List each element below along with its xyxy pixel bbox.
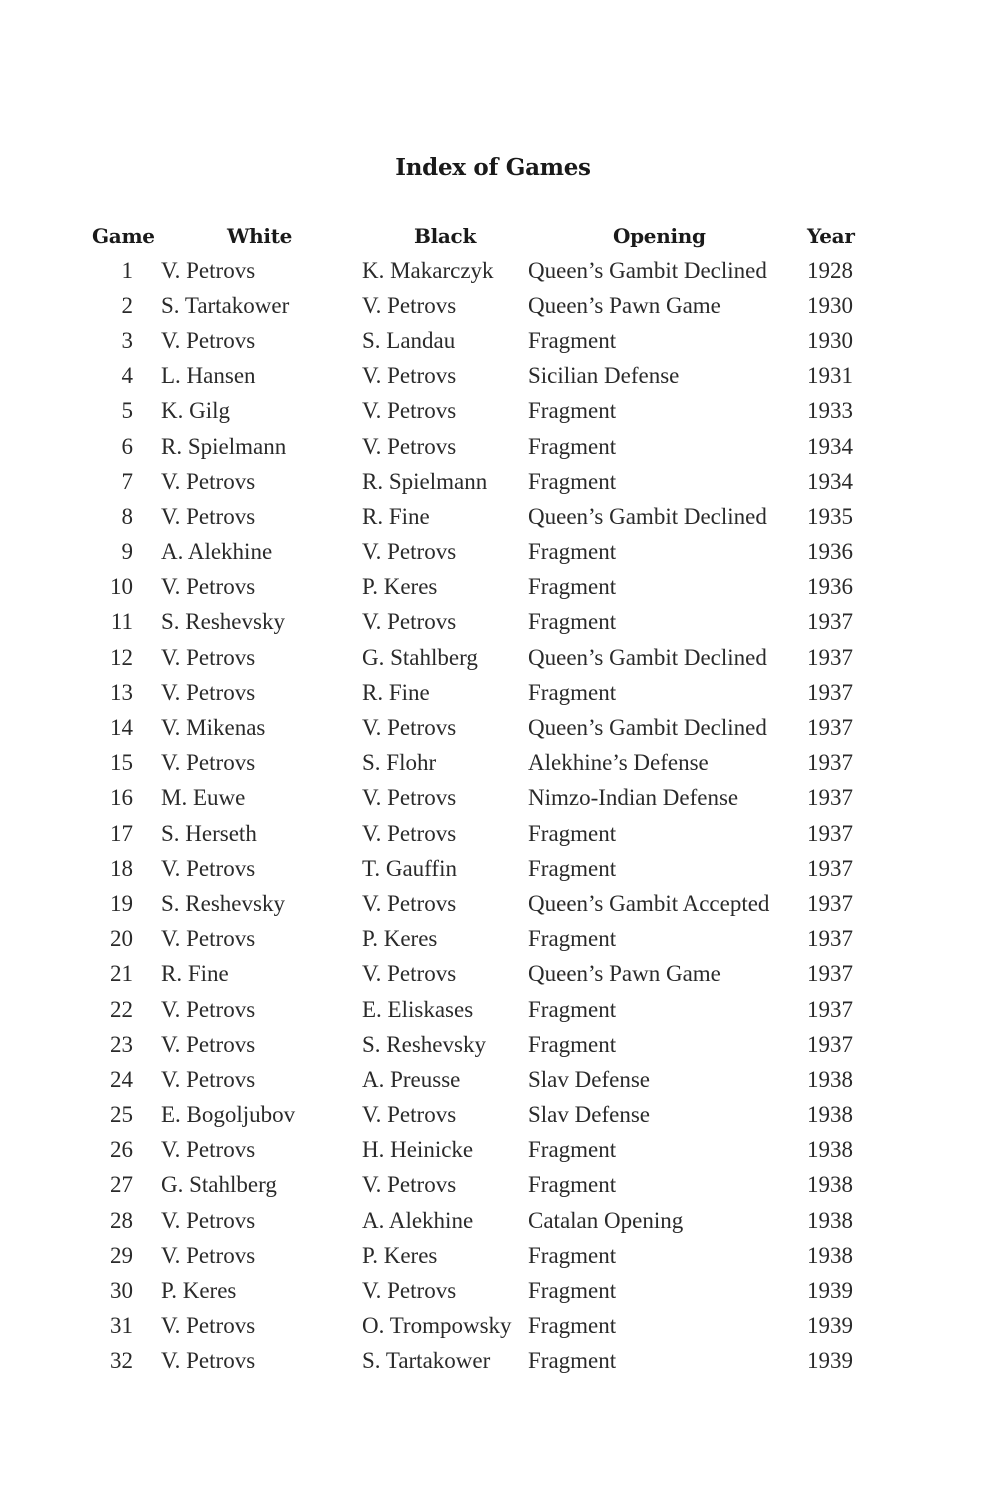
cell-game: 26 bbox=[110, 1137, 133, 1163]
column-header-year: Year bbox=[807, 223, 855, 248]
cell-black: A. Preusse bbox=[362, 1066, 461, 1092]
cell-game: 31 bbox=[110, 1313, 133, 1339]
cell-year: 1938 bbox=[807, 1207, 853, 1233]
cell-game: 18 bbox=[110, 855, 133, 881]
cell-game: 4 bbox=[121, 363, 133, 389]
table-row bbox=[0, 886, 1000, 921]
cell-opening: Catalan Opening bbox=[528, 1207, 684, 1233]
table-row bbox=[0, 535, 1000, 570]
cell-game: 1 bbox=[121, 257, 133, 283]
cell-white: K. Gilg bbox=[161, 398, 230, 424]
cell-black: T. Gauffin bbox=[362, 855, 457, 881]
cell-opening: Queen’s Pawn Game bbox=[528, 292, 721, 318]
cell-year: 1937 bbox=[807, 715, 853, 741]
cell-game: 21 bbox=[110, 961, 133, 987]
cell-white: V. Petrovs bbox=[161, 926, 256, 952]
cell-year: 1934 bbox=[807, 468, 853, 494]
cell-black: H. Heinicke bbox=[362, 1137, 474, 1163]
table-row bbox=[0, 464, 1000, 499]
cell-game: 8 bbox=[121, 503, 133, 529]
cell-black: V. Petrovs bbox=[362, 820, 457, 846]
cell-black: V. Petrovs bbox=[362, 433, 457, 459]
cell-black: V. Petrovs bbox=[362, 1172, 457, 1198]
cell-year: 1938 bbox=[807, 1137, 853, 1163]
cell-game: 14 bbox=[110, 715, 133, 741]
cell-game: 5 bbox=[121, 398, 133, 424]
cell-year: 1937 bbox=[807, 644, 853, 670]
cell-year: 1937 bbox=[807, 926, 853, 952]
cell-opening: Fragment bbox=[528, 327, 617, 353]
cell-opening: Sicilian Defense bbox=[528, 363, 680, 389]
cell-white: V. Petrovs bbox=[161, 996, 256, 1022]
cell-black: S. Landau bbox=[362, 327, 456, 353]
cell-black: E. Eliskases bbox=[362, 996, 474, 1022]
cell-white: V. Petrovs bbox=[161, 1137, 256, 1163]
cell-white: V. Petrovs bbox=[161, 679, 256, 705]
cell-game: 9 bbox=[121, 539, 133, 565]
table-row bbox=[0, 605, 1000, 640]
cell-game: 23 bbox=[110, 1031, 133, 1057]
cell-game: 28 bbox=[110, 1207, 133, 1233]
table-row bbox=[0, 1027, 1000, 1062]
cell-white: V. Mikenas bbox=[161, 715, 266, 741]
cell-black: S. Reshevsky bbox=[362, 1031, 486, 1057]
cell-opening: Queen’s Gambit Accepted bbox=[528, 890, 770, 916]
cell-white: V. Petrovs bbox=[161, 327, 256, 353]
cell-black: S. Flohr bbox=[362, 750, 437, 776]
cell-white: S. Tartakower bbox=[161, 292, 290, 318]
cell-year: 1937 bbox=[807, 679, 853, 705]
cell-opening: Fragment bbox=[528, 468, 617, 494]
cell-year: 1928 bbox=[807, 257, 853, 283]
cell-year: 1930 bbox=[807, 292, 853, 318]
cell-black: A. Alekhine bbox=[362, 1207, 474, 1233]
cell-white: V. Petrovs bbox=[161, 855, 256, 881]
cell-year: 1938 bbox=[807, 1102, 853, 1128]
cell-year: 1936 bbox=[807, 574, 853, 600]
cell-black: V. Petrovs bbox=[362, 890, 457, 916]
cell-opening: Fragment bbox=[528, 539, 617, 565]
cell-year: 1939 bbox=[807, 1348, 853, 1374]
cell-opening: Fragment bbox=[528, 926, 617, 952]
cell-year: 1937 bbox=[807, 820, 853, 846]
table-row bbox=[0, 781, 1000, 816]
cell-game: 6 bbox=[121, 433, 133, 459]
column-header-white: White bbox=[227, 223, 293, 248]
cell-white: V. Petrovs bbox=[161, 1031, 256, 1057]
cell-white: E. Bogoljubov bbox=[161, 1102, 296, 1128]
cell-year: 1935 bbox=[807, 503, 853, 529]
table-row bbox=[0, 710, 1000, 745]
cell-white: V. Petrovs bbox=[161, 1207, 256, 1233]
cell-black: R. Fine bbox=[362, 679, 430, 705]
cell-game: 15 bbox=[110, 750, 133, 776]
cell-opening: Queen’s Gambit Declined bbox=[528, 503, 767, 529]
table-row bbox=[0, 323, 1000, 358]
cell-opening: Fragment bbox=[528, 609, 617, 635]
table-row bbox=[0, 746, 1000, 781]
column-header-opening: Opening bbox=[613, 223, 706, 248]
cell-year: 1931 bbox=[807, 363, 853, 389]
table-row bbox=[0, 851, 1000, 886]
cell-black: S. Tartakower bbox=[362, 1348, 491, 1374]
table-row bbox=[0, 922, 1000, 957]
cell-black: K. Makarczyk bbox=[362, 257, 494, 283]
cell-black: R. Fine bbox=[362, 503, 430, 529]
cell-opening: Queen’s Gambit Declined bbox=[528, 644, 767, 670]
table-row bbox=[0, 1273, 1000, 1308]
cell-opening: Queen’s Gambit Declined bbox=[528, 257, 767, 283]
table-row bbox=[0, 288, 1000, 323]
cell-opening: Nimzo-Indian Defense bbox=[528, 785, 739, 811]
cell-game: 32 bbox=[110, 1348, 133, 1374]
cell-game: 17 bbox=[110, 820, 133, 846]
cell-opening: Alekhine’s Defense bbox=[528, 750, 709, 776]
cell-opening: Fragment bbox=[528, 1348, 617, 1374]
table-row bbox=[0, 1133, 1000, 1168]
cell-year: 1937 bbox=[807, 996, 853, 1022]
table-row bbox=[0, 675, 1000, 710]
cell-white: V. Petrovs bbox=[161, 503, 256, 529]
cell-game: 19 bbox=[110, 890, 133, 916]
cell-year: 1937 bbox=[807, 785, 853, 811]
cell-black: G. Stahlberg bbox=[362, 644, 478, 670]
cell-white: M. Euwe bbox=[161, 785, 246, 811]
cell-game: 13 bbox=[110, 679, 133, 705]
cell-game: 16 bbox=[110, 785, 133, 811]
table-row bbox=[0, 1062, 1000, 1097]
cell-white: V. Petrovs bbox=[161, 1242, 256, 1268]
cell-year: 1938 bbox=[807, 1242, 853, 1268]
cell-white: V. Petrovs bbox=[161, 750, 256, 776]
cell-black: V. Petrovs bbox=[362, 1102, 457, 1128]
cell-black: V. Petrovs bbox=[362, 398, 457, 424]
table-row bbox=[0, 640, 1000, 675]
cell-white: R. Spielmann bbox=[161, 433, 287, 459]
cell-opening: Fragment bbox=[528, 855, 617, 881]
cell-opening: Slav Defense bbox=[528, 1066, 650, 1092]
table-header-row bbox=[0, 218, 1000, 253]
cell-opening: Fragment bbox=[528, 433, 617, 459]
cell-white: V. Petrovs bbox=[161, 1066, 256, 1092]
cell-game: 25 bbox=[110, 1102, 133, 1128]
cell-game: 30 bbox=[110, 1278, 133, 1304]
cell-game: 22 bbox=[110, 996, 133, 1022]
cell-game: 11 bbox=[110, 609, 133, 635]
cell-white: V. Petrovs bbox=[161, 644, 256, 670]
cell-opening: Fragment bbox=[528, 679, 617, 705]
cell-game: 2 bbox=[121, 292, 133, 318]
cell-year: 1939 bbox=[807, 1313, 853, 1339]
table-row bbox=[0, 1098, 1000, 1133]
cell-opening: Fragment bbox=[528, 1313, 617, 1339]
cell-year: 1939 bbox=[807, 1278, 853, 1304]
cell-white: S. Reshevsky bbox=[161, 890, 285, 916]
table-row bbox=[0, 1238, 1000, 1273]
cell-game: 10 bbox=[110, 574, 133, 600]
cell-opening: Fragment bbox=[528, 1031, 617, 1057]
cell-game: 24 bbox=[110, 1066, 133, 1092]
cell-game: 3 bbox=[121, 327, 133, 353]
cell-black: V. Petrovs bbox=[362, 1278, 457, 1304]
cell-black: P. Keres bbox=[362, 1242, 438, 1268]
cell-opening: Fragment bbox=[528, 1278, 617, 1304]
column-header-game: Game bbox=[92, 223, 155, 248]
cell-black: O. Trompowsky bbox=[362, 1313, 512, 1339]
cell-white: V. Petrovs bbox=[161, 468, 256, 494]
cell-opening: Fragment bbox=[528, 996, 617, 1022]
table-row bbox=[0, 499, 1000, 534]
cell-year: 1937 bbox=[807, 855, 853, 881]
cell-game: 7 bbox=[121, 468, 133, 494]
cell-opening: Queen’s Gambit Declined bbox=[528, 715, 767, 741]
table-body bbox=[0, 253, 1000, 1379]
cell-white: P. Keres bbox=[161, 1278, 237, 1304]
cell-white: G. Stahlberg bbox=[161, 1172, 277, 1198]
cell-year: 1937 bbox=[807, 750, 853, 776]
cell-black: P. Keres bbox=[362, 926, 438, 952]
page-title: Index of Games bbox=[395, 154, 591, 181]
table-row bbox=[0, 1309, 1000, 1344]
cell-year: 1937 bbox=[807, 961, 853, 987]
cell-year: 1937 bbox=[807, 609, 853, 635]
cell-black: V. Petrovs bbox=[362, 961, 457, 987]
cell-white: V. Petrovs bbox=[161, 1348, 256, 1374]
cell-opening: Fragment bbox=[528, 1172, 617, 1198]
cell-white: V. Petrovs bbox=[161, 574, 256, 600]
cell-black: V. Petrovs bbox=[362, 292, 457, 318]
cell-opening: Fragment bbox=[528, 1242, 617, 1268]
table-row bbox=[0, 957, 1000, 992]
table-row bbox=[0, 1168, 1000, 1203]
table-row bbox=[0, 429, 1000, 464]
cell-white: V. Petrovs bbox=[161, 257, 256, 283]
cell-year: 1930 bbox=[807, 327, 853, 353]
games-index-table bbox=[0, 218, 1000, 1379]
table-row bbox=[0, 1203, 1000, 1238]
table-row bbox=[0, 394, 1000, 429]
cell-black: V. Petrovs bbox=[362, 539, 457, 565]
table-row bbox=[0, 253, 1000, 288]
cell-white: V. Petrovs bbox=[161, 1313, 256, 1339]
cell-game: 27 bbox=[110, 1172, 133, 1198]
cell-black: R. Spielmann bbox=[362, 468, 488, 494]
cell-opening: Fragment bbox=[528, 820, 617, 846]
cell-black: V. Petrovs bbox=[362, 715, 457, 741]
cell-white: L. Hansen bbox=[161, 363, 256, 389]
cell-year: 1938 bbox=[807, 1172, 853, 1198]
cell-year: 1937 bbox=[807, 1031, 853, 1057]
cell-black: V. Petrovs bbox=[362, 609, 457, 635]
table-row bbox=[0, 570, 1000, 605]
cell-game: 12 bbox=[110, 644, 133, 670]
cell-opening: Queen’s Pawn Game bbox=[528, 961, 721, 987]
table-row bbox=[0, 359, 1000, 394]
table-row bbox=[0, 1344, 1000, 1379]
cell-opening: Slav Defense bbox=[528, 1102, 650, 1128]
cell-year: 1937 bbox=[807, 890, 853, 916]
cell-game: 29 bbox=[110, 1242, 133, 1268]
cell-opening: Fragment bbox=[528, 574, 617, 600]
table-row bbox=[0, 992, 1000, 1027]
cell-game: 20 bbox=[110, 926, 133, 952]
cell-year: 1938 bbox=[807, 1066, 853, 1092]
table-row bbox=[0, 816, 1000, 851]
cell-year: 1936 bbox=[807, 539, 853, 565]
cell-black: V. Petrovs bbox=[362, 785, 457, 811]
cell-white: S. Reshevsky bbox=[161, 609, 285, 635]
cell-year: 1934 bbox=[807, 433, 853, 459]
cell-opening: Fragment bbox=[528, 398, 617, 424]
cell-black: V. Petrovs bbox=[362, 363, 457, 389]
column-header-black: Black bbox=[414, 223, 476, 248]
cell-opening: Fragment bbox=[528, 1137, 617, 1163]
cell-white: R. Fine bbox=[161, 961, 229, 987]
cell-white: A. Alekhine bbox=[161, 539, 273, 565]
cell-white: S. Herseth bbox=[161, 820, 257, 846]
cell-black: P. Keres bbox=[362, 574, 438, 600]
cell-year: 1933 bbox=[807, 398, 853, 424]
